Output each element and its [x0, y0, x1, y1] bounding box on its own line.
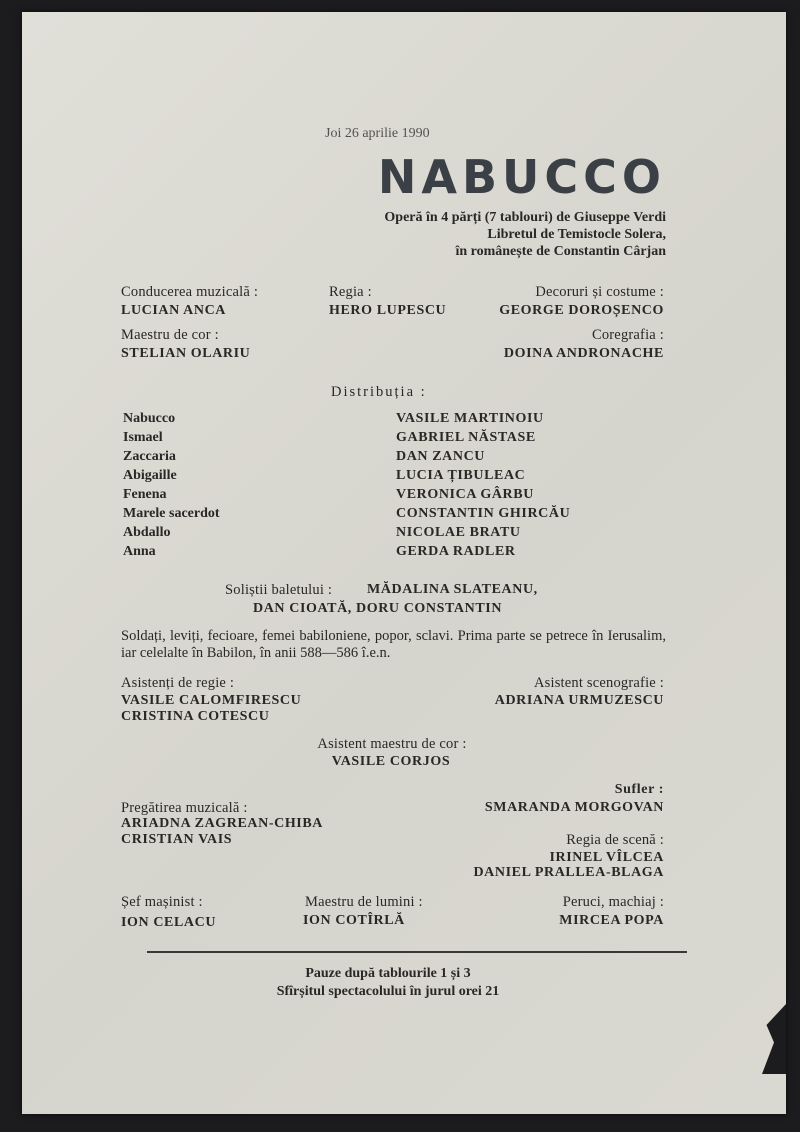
cast-actor: GABRIEL NĂSTASE — [396, 430, 536, 445]
maestru-cor-label: Maestru de cor : — [121, 327, 219, 343]
cast-role: Fenena — [123, 487, 167, 502]
cast-role: Zaccaria — [123, 449, 176, 464]
footer-line-1: Pauze după tablourile 1 și 3 — [305, 966, 471, 981]
sufler-name: SMARANDA MORGOVAN — [484, 800, 664, 815]
regia-scena-name-2: DANIEL PRALLEA-BLAGA — [473, 865, 664, 880]
regia-label: Regia : — [329, 284, 372, 300]
pregatirea-label: Pregătirea muzicală : — [121, 800, 248, 816]
cast-actor: CONSTANTIN GHIRCĂU — [396, 506, 571, 521]
footer-note — [277, 965, 500, 1001]
performance-date: Joi 26 aprilie 1990 — [325, 126, 430, 141]
peruci-name: MIRCEA POPA — [559, 913, 664, 928]
asistent-scenografie-name: ADRIANA URMUZESCU — [494, 693, 664, 708]
peruci-label: Peruci, machiaj : — [562, 894, 664, 910]
cast-actor: LUCIA ȚIBULEAC — [396, 468, 526, 483]
asistenti-regie-label: Asistenți de regie : — [121, 675, 235, 691]
torn-corner — [756, 1004, 786, 1074]
asistenti-regie-name-1: VASILE CALOMFIRESCU — [121, 693, 302, 708]
balet-label: Soliștii baletului : — [225, 582, 333, 598]
maestru-lumini-name: ION COTÎRLĂ — [303, 913, 405, 928]
maestru-cor-name: STELIAN OLARIU — [121, 346, 251, 361]
cast-role: Abdallo — [123, 525, 171, 540]
cast-role: Ismael — [123, 430, 163, 445]
subtitle-line-2: Libretul de Temistocle Solera, — [487, 227, 666, 242]
cast-actor: NICOLAE BRATU — [396, 525, 521, 540]
asistent-scenografie-label: Asistent scenografie : — [533, 675, 664, 691]
cast-role: Abigaille — [123, 468, 177, 483]
subtitle-line-1: Operă în 4 părți (7 tablouri) de Giuseppe Verdi — [384, 210, 666, 225]
balet-names-line-2: DAN CIOATĂ, DORU CONSTANTIN — [253, 601, 503, 616]
pregatirea-name-2: CRISTIAN VAIS — [121, 832, 233, 847]
cast-actor: DAN ZANCU — [396, 449, 486, 464]
sef-masinist-name: ION CELACU — [121, 915, 217, 930]
footer-line-2: Sfîrșitul spectacolului în jurul orei 21 — [276, 984, 500, 999]
coregrafia-name: DOINA ANDRONACHE — [503, 346, 664, 361]
conducerea-name: LUCIAN ANCA — [121, 303, 226, 318]
subtitle-line-3: în românește de Constantin Cârjan — [455, 244, 666, 259]
cast-actor: VERONICA GÂRBU — [396, 487, 534, 502]
setting-paragraph: Soldați, leviți, fecioare, femei babiloniene, popor, sclavi. Prima parte se petrece în Ierusalim, iar celelalte în Babilon, în anii 588—586 î.e.n. — [121, 628, 666, 661]
conducerea-label: Conducerea muzicală : — [121, 284, 259, 300]
regia-scena-name-1: IRINEL VÎLCEA — [549, 850, 664, 865]
cast-actor: VASILE MARTINOIU — [396, 411, 544, 426]
sufler-label: Sufler : — [614, 782, 664, 797]
asistenti-regie-name-2: CRISTINA COTESCU — [121, 709, 270, 724]
distributia-heading: Distribuția : — [331, 384, 427, 400]
divider-rule — [147, 951, 687, 953]
opera-title: NABUCCO — [377, 150, 666, 204]
decoruri-name: GEORGE DOROȘENCO — [499, 303, 664, 318]
regia-scena-label: Regia de scenă : — [566, 832, 664, 848]
cast-role: Marele sacerdot — [123, 506, 220, 521]
asistent-cor-label: Asistent maestru de cor : — [317, 736, 467, 752]
sef-masinist-label: Șef mașinist : — [121, 894, 203, 910]
cast-role: Nabucco — [123, 411, 176, 426]
program-sheet — [22, 12, 786, 1114]
cast-role: Anna — [123, 544, 156, 559]
balet-names-line-1: MĂDALINA SLATEANU, — [367, 582, 538, 597]
asistent-cor-name: VASILE CORJOS — [331, 754, 451, 769]
maestru-lumini-label: Maestru de lumini : — [305, 894, 423, 910]
coregrafia-label: Coregrafia : — [591, 327, 664, 343]
decoruri-label: Decoruri și costume : — [535, 284, 664, 300]
pregatirea-name-1: ARIADNA ZAGREAN-CHIBA — [121, 816, 324, 831]
cast-actor: GERDA RADLER — [396, 544, 516, 559]
regia-name: HERO LUPESCU — [329, 303, 447, 318]
opera-subtitle — [384, 209, 666, 260]
